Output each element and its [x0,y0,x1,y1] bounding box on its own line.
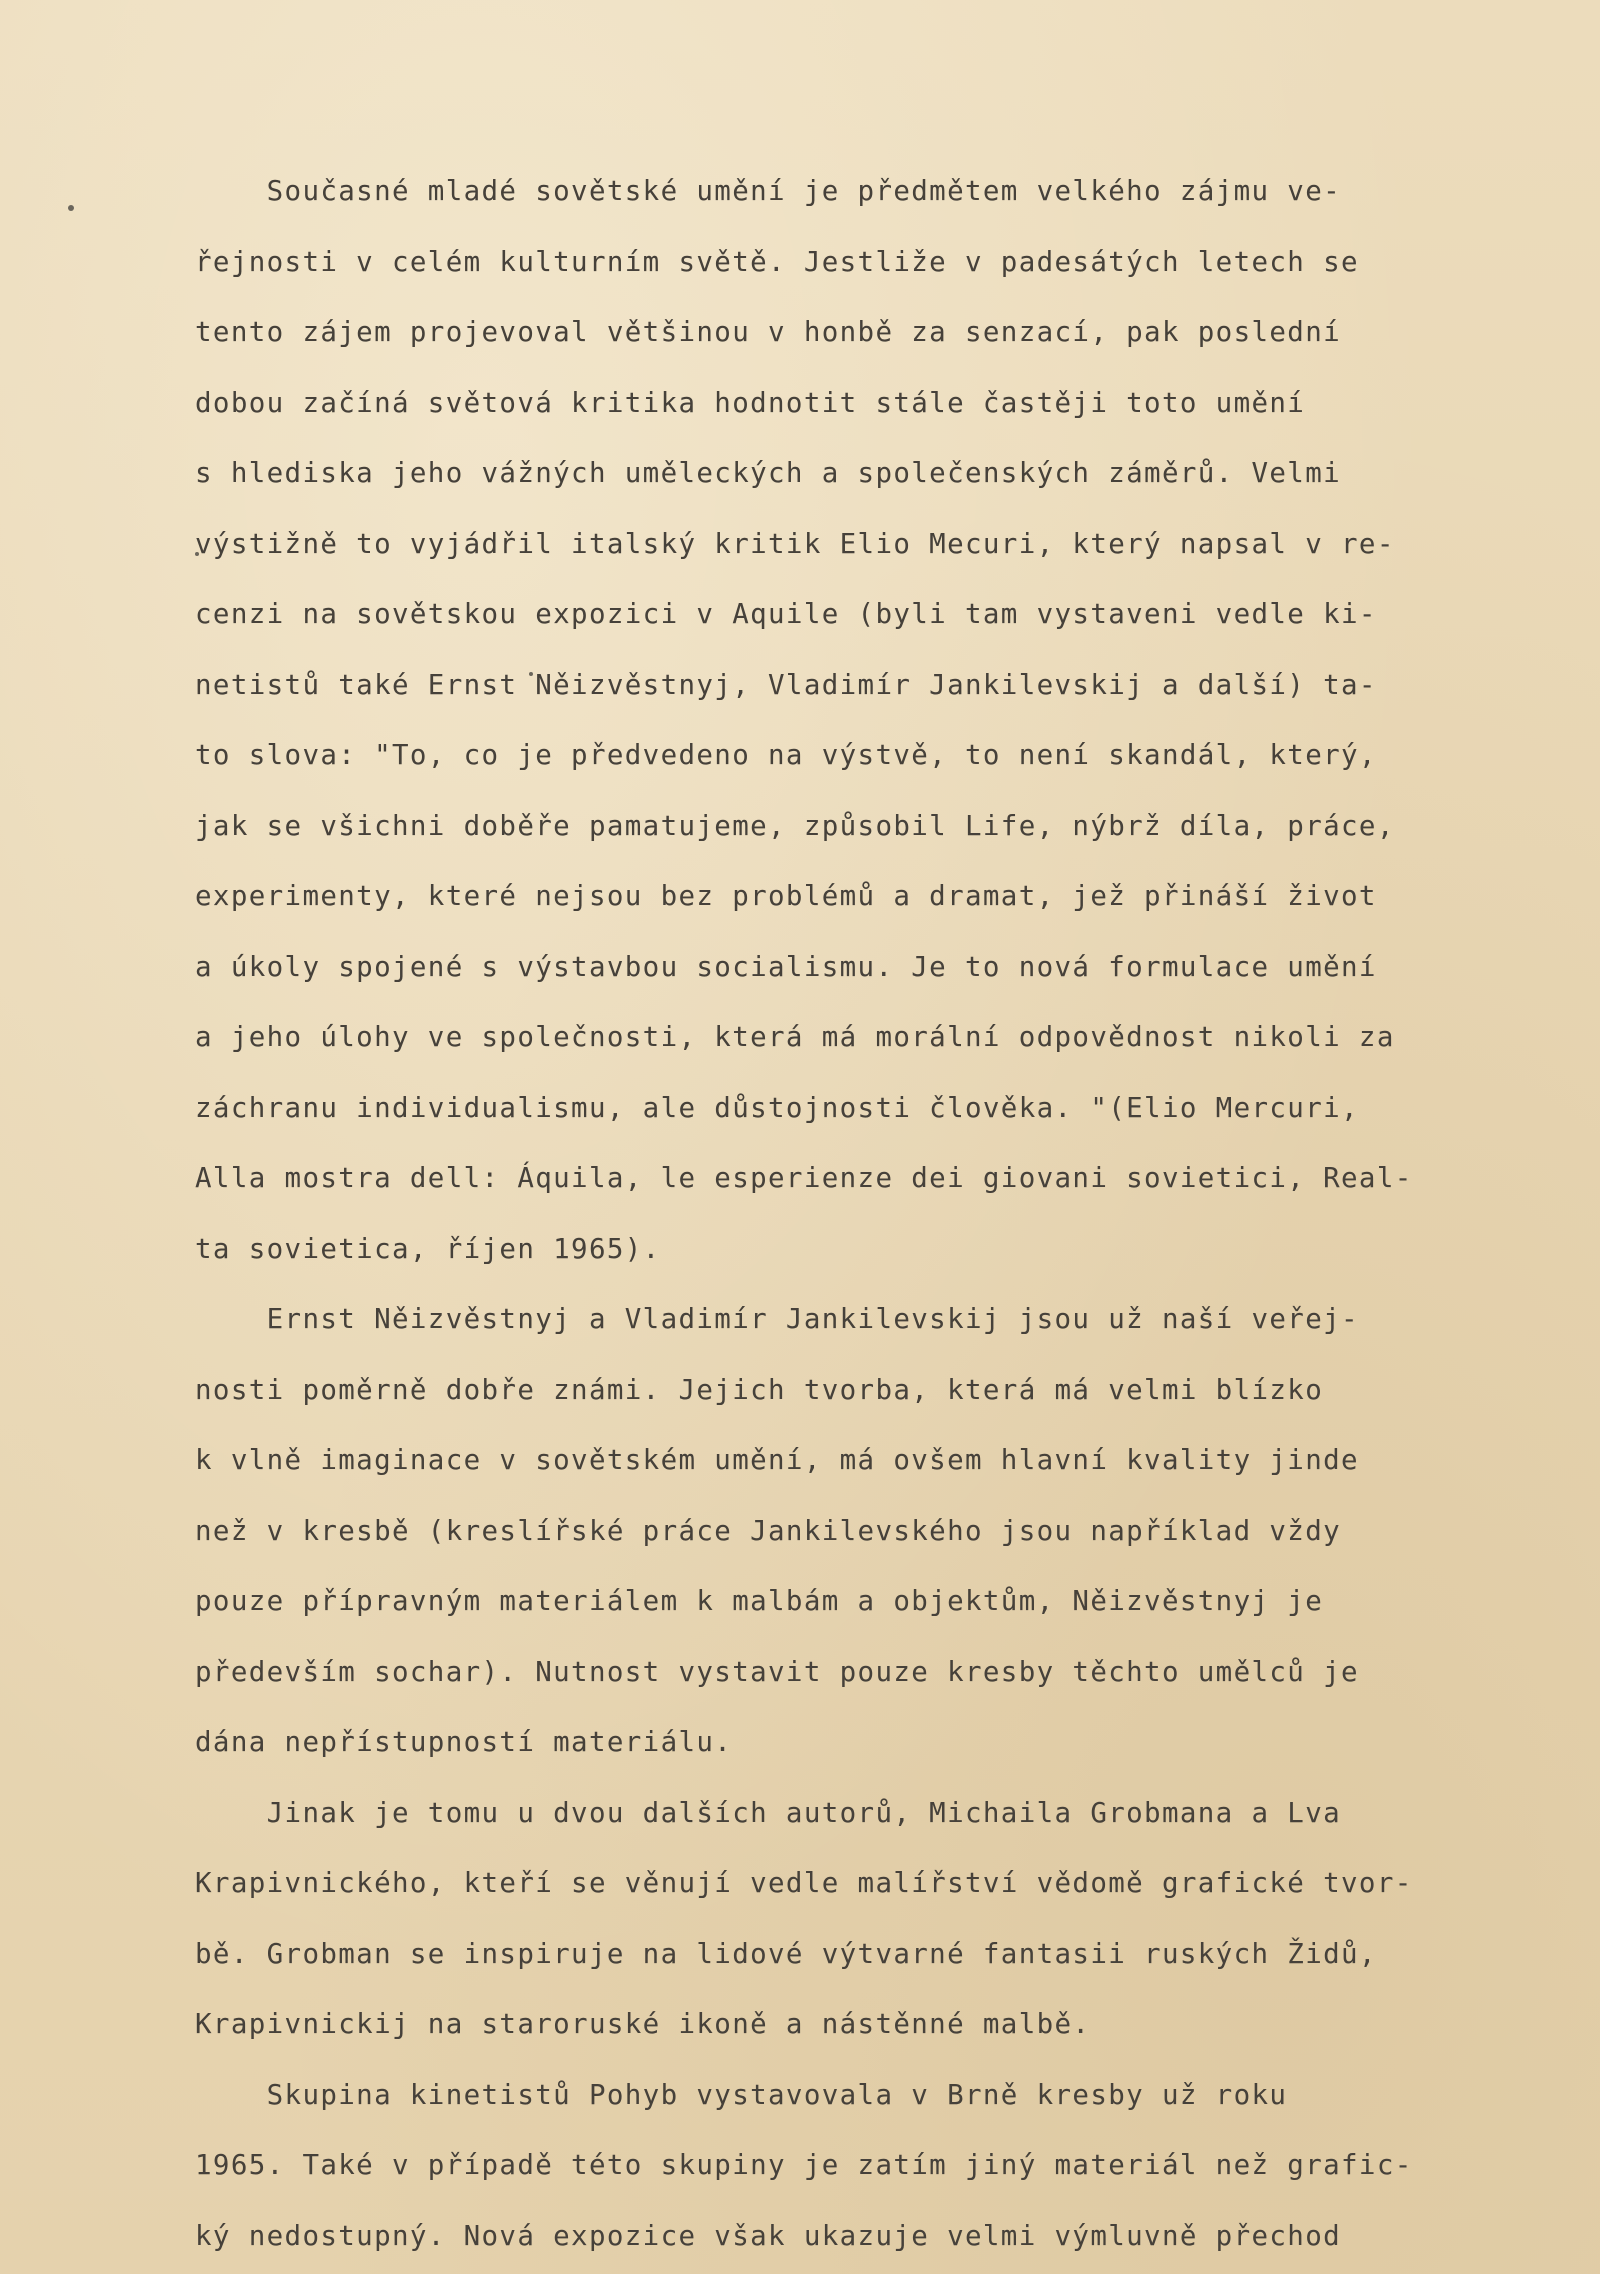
text-line: řejnosti v celém kulturním světě. Jestliže v padesátých letech se [195,245,1359,278]
text-line: Krapivnického, kteří se věnují vedle malířství vědomě grafické tvor- [195,1867,1413,1899]
document-body [195,156,1595,2271]
text-line: tento zájem projevoval většinou v honbě za senzací, pak poslední [195,316,1342,348]
text-line: cenzi na sovětskou expozici v Aquile (byli tam vystaveni vedle ki- [195,598,1377,630]
text-line: to slova: "To, co je předvedeno na výstvě, to není skandál, který, [195,739,1377,771]
text-line: a jeho úlohy ve společnosti, která má morální odpovědnost nikoli za [195,1021,1395,1053]
paragraph-4 [195,2060,1595,2272]
text-line: netistů také Ernst Něizvěstnyj, Vladimír Jankilevskij a další) ta- [195,668,1377,701]
text-line: pouze přípravným materiálem k malbám a objektům, Něizvěstnyj je [195,1585,1324,1617]
text-line: jak se všichni doběře pamatujeme, způsobil Life, nýbrž díla, práce, [195,809,1395,842]
text-line: výstižně to vyjádřil italský kritik Elio Mecuri, který napsal v re- [195,527,1395,560]
paragraph-2 [195,1284,1595,1778]
text-line: s hlediska jeho vážných uměleckých a společenských záměrů. Velmi [195,457,1342,489]
text-line: a úkoly spojené s výstavbou socialismu. Je to nová formulace umění [195,950,1377,983]
text-line: bě. Grobman se inspiruje na lidové výtvarné fantasii ruských Židů, [195,1937,1377,1970]
text-line: 1965. Také v případě této skupiny je zatím jiný materiál než grafic- [195,2149,1413,2181]
text-line: Jinak je tomu u dvou dalších autorů, Michaila Grobmana a Lva [195,1796,1342,1829]
text-line: nosti poměrně dobře známi. Jejich tvorba, která má velmi blízko [195,1373,1324,1406]
text-line: Ernst Něizvěstnyj a Vladimír Jankilevskij jsou už naší veřej- [195,1303,1359,1335]
text-line: Alla mostra dell: Áquila, le esperienze dei giovani sovietici, Real- [195,1162,1413,1194]
text-line: Současné mladé sovětské umění je předmětem velkého zájmu ve- [195,175,1342,207]
text-line: dobou začíná světová kritika hodnotit stále častěji toto umění [195,386,1306,419]
text-line: experimenty, které nejsou bez problémů a dramat, jež přináší život [195,880,1377,912]
text-line: ký nedostupný. Nová expozice však ukazuje velmi výmluvně přechod [195,2219,1342,2252]
text-line: Skupina kinetistů Pohyb vystavovala v Brně kresby už roku [195,2078,1288,2111]
text-line: ta sovietica, říjen 1965). [195,1232,661,1265]
text-line: než v kresbě (kreslířské práce Jankilevského jsou například vždy [195,1514,1342,1547]
text-line: dána nepřístupností materiálu. [195,1726,733,1758]
text-line: k vlně imaginace v sovětském umění, má ovšem hlavní kvality jinde [195,1444,1359,1476]
paragraph-1 [195,156,1595,1284]
text-line: záchranu individualismu, ale důstojnosti člověka. "(Elio Mercuri, [195,1091,1359,1124]
paragraph-3 [195,1778,1595,2060]
text-line: Krapivnickij na staroruské ikoně a nástěnné malbě. [195,2008,1091,2040]
text-line: především sochar). Nutnost vystavit pouze kresby těchto umělců je [195,1655,1359,1688]
ink-speck [68,205,74,211]
